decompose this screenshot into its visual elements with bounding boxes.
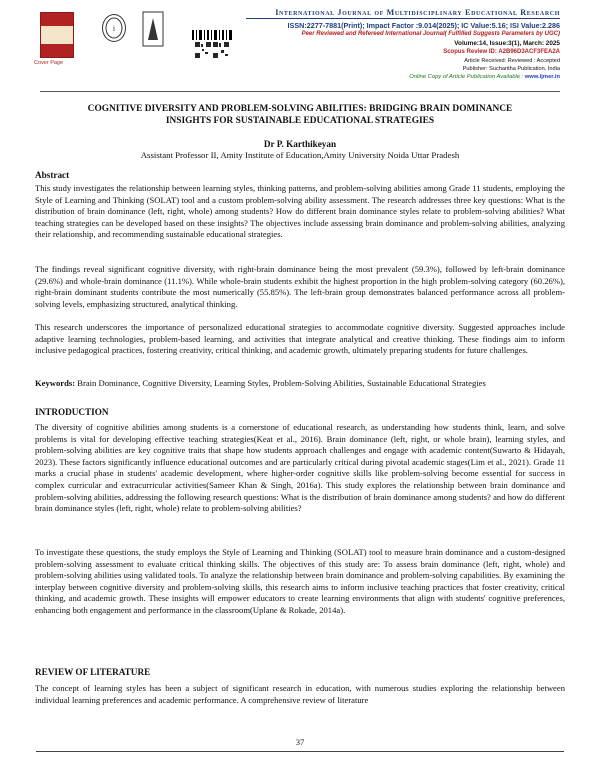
publisher-line: Publisher: Sucharitha Publication, India (462, 66, 560, 72)
journal-header (0, 0, 600, 96)
author-affiliation: Assistant Professor II, Amity Institute of Education,Amity University Noida Uttar Pradesh (140, 150, 460, 160)
journal-title: International Journal of Multidisciplinary Educational Research (275, 8, 560, 17)
keywords (35, 378, 565, 390)
peer-review-line: Peer Reviewed and Refereed International Journal( Fulfilled Suggests Parameters by UGC) (301, 31, 560, 37)
paper-title-line-1: COGNITIVE DIVERSITY AND PROBLEM-SOLVING ABILITIES: BRIDGING BRAIN DOMINANCE (87, 104, 513, 114)
cover-page-caption[interactable]: Cover Page (34, 60, 64, 66)
review-heading: REVIEW OF LITERATURE (35, 667, 151, 677)
cover-page-thumbnail[interactable] (40, 12, 74, 58)
review-paragraph: The concept of learning styles has been a subject of significant research in education, with numerous studies exploring the relationship between individual learning preferences and academic performance. A comprehensive review of literature (35, 683, 565, 705)
volume-line: Volume:14, Issue:3(1), March: 2025 (454, 40, 560, 47)
introduction-heading: INTRODUCTION (35, 407, 109, 417)
abstract-paragraph: The findings reveal significant cognitive diversity, with right-brain dominance being the most prevalent (59.3%), followed by left-brain dominance (29.6%) and whole-brain dominance (11.1%). While whole-brain students exhibit the highest proportion in the high problem-solving category (60.26%), right-brain dominant students contribute the most numerically (55.85%). The left-brain group demonstrates balanced performance across all problem-solving levels, emphasizing structured, analytical thinking. (35, 264, 565, 309)
paper-title-line-2: INSIGHTS FOR SUSTAINABLE EDUCATIONAL STRATEGIES (165, 116, 435, 126)
keywords-label: Keywords: (35, 378, 76, 388)
issn-line: ISSN:2277-7881(Print); Impact Factor :9.014(2025); IC Value:5.16; ISI Value:2.286 (287, 21, 560, 30)
abstract-paragraph: This study investigates the relationship between learning styles, thinking patterns, and problem-solving abilities among Grade 11 students, employing the Style of Learning and Thinking (SOLAT) tool and a custom problem-solving ability assessment. The research addresses three key questions: What is the distribution of brain dominance (left, right, whole) among students? How do different brain dominance styles relate to problem-solving abilities? What teaching strategies can be developed based on these insights? The objectives include assessing brain dominance and problem-solving abilities, analyzing their relationship, and recommending sustainable educational strategies. (35, 183, 565, 240)
qr-code-icon[interactable] (195, 42, 211, 58)
header-bottom-rule (40, 91, 560, 92)
svg-text:i: i (112, 24, 116, 33)
scopus-review-line: Scopus Review ID: A2B96D3ACF3FEA2A (443, 49, 560, 55)
page-number: 37 (295, 737, 305, 747)
online-copy-line (409, 74, 560, 80)
introduction-paragraph: To investigate these questions, the study employs the Style of Learning and Thinking (SOLAT) tool to measure brain dominance and a custom-designed problem-solving assessment to evaluate critical thinking skills. The objectives of this study are: To assess brain dominance (left, right, whole) and problem-solving abilities using validated tools. To analyze the relationship between brain dominance and problem-solving capabilities. By examining the interplay between cognitive diversity and problem-solving skills, this research aims to inform inclusive teaching practices that foster creativity, critical thinking, and academic growth. These insights will empower educators to create learning environments that align with students' cognitive preferences, enhancing both engagement and performance in the classroom(Uplane & Rokade, 2014a). (35, 547, 565, 615)
introduction-paragraph: The diversity of cognitive abilities among students is a cornerstone of educational research, as understanding how students think, learn, and solve problems is vital for developing effective teaching strategies(Keat et al., 2016). Brain dominance (left, right, or whole brain), learning styles, and problem-solving abilities are key cognitive traits that shape how students approach challenges and engage with academic content(Suwarto & Hidayah, 2023). These factors significantly influence educational outcomes and are particularly critical during pivotal academic stages(Lim et al., 2021). Grade 11 marks a crucial phase in students' academic development, where higher-order cognitive skills like problem-solving become essential for success in complex curricular and extracurricular activities(Sameer Khan & Singh, 2016a). This study explores the relationship between brain dominance and problem-solving abilities, addressing the following research questions: What is the distribution of brain dominance among students? and how do different brain dominance styles (left, right, whole) relate to problem-solving abilities? (35, 422, 565, 514)
keywords-text: Brain Dominance, Cognitive Diversity, Learning Styles, Problem-Solving Abilities, Sustainable Educational Strategies (75, 378, 486, 388)
author-name: Dr P. Karthikeyan (263, 139, 337, 149)
emblem-logo-icon (140, 10, 166, 50)
online-copy-label: Online Copy of Article Publication Available : (409, 74, 525, 80)
abstract-heading: Abstract (35, 170, 70, 180)
seal-logo-icon (102, 14, 126, 42)
abstract-paragraph: This research underscores the importance of personalized educational strategies to accommodate cognitive diversity. Suggested approaches include adaptive learning technologies, problem-based learning, and activities that integrate analytical and creative thinking. These findings aim to inform inclusive pedagogical practices, fostering creativity, critical thinking, and academic growth, ultimately preparing students for future challenges. (35, 322, 565, 356)
paper-title (40, 103, 560, 127)
barcode-icon (192, 30, 232, 40)
footer-rule (36, 751, 564, 752)
article-status-line: Article Received: Reviewed : Accepted (464, 58, 560, 64)
journal-website-link[interactable]: www.ijmer.in (524, 74, 560, 80)
header-divider (246, 18, 560, 19)
qr-code-icon[interactable] (213, 42, 229, 58)
